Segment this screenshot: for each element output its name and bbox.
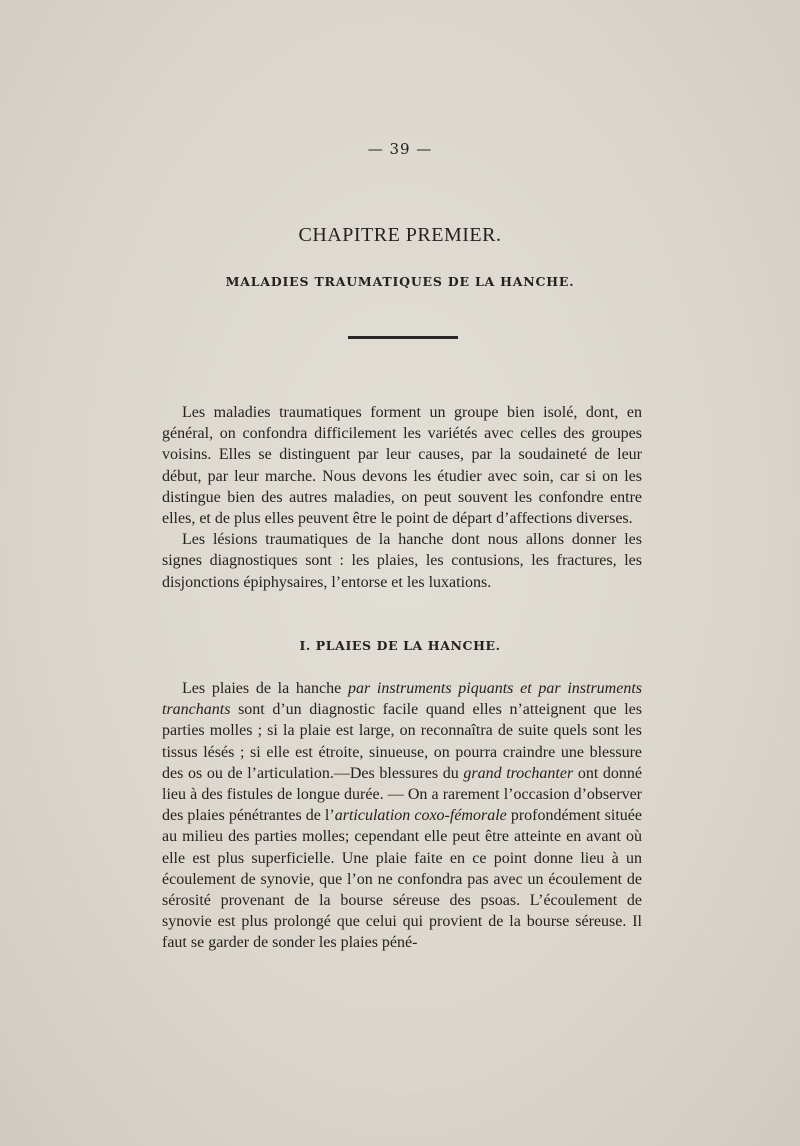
intro-text [162,402,642,593]
paragraph: Les lésions traumatiques de la hanche dont nous allons donner les signes diagnostiques sont : les plaies, les contusions, les fractures, les disjonctions épiphysaires, l’entorse et les luxations. [162,531,642,591]
divider-rule [348,336,458,339]
text-run: sont d’un diagnostic facile quand elles n’atteignent que les parties molles ; si la plaie est large, on reconnaîtra de suite quels sont les tissus lésés ; si elle est étroite, sinueuse, on pourra craindre une blessure des os ou de l’articulation.—Des blessures du [162,701,642,782]
text-run: profondément située au milieu des parties molles; cependant elle peut être atteinte en avant où elle est plus superficielle. Une plaie faite en ce point donne lieu à un écoulement de synovie, que l’on ne confondra pas avec un écoulement de sérosité provenant de la bourse séreuse des psoas. L’écoulement de synovie est plus prolongé que celui qui provient de la bourse séreuse. Il faut se garder de sonder les plaies péné- [162,807,643,952]
page-number: — 39 — [367,140,433,158]
text-run: ont donné lieu à des fistules de longue durée. — On a rarement l’occasion d’observer des plaies pénétrantes de l’ [162,764,643,825]
text-run: Les plaies de la hanche [182,680,348,697]
chapter-subtitle: MALADIES TRAUMATIQUES DE LA HANCHE. [225,274,575,289]
chapter-title: CHAPITRE PREMIER. [298,224,502,246]
section-heading: I. PLAIES DE LA HANCHE. [299,638,501,653]
paragraph: Les maladies traumatiques forment un groupe bien isolé, dont, en général, on confondra difficilement les variétés avec celles des groupes voisins. Elles se distinguent par leur causes, par la soudaineté de leur début, par leur marche. Nous devons les étudier avec soin, car si on les distingue bien des autres maladies, on peut souvent les confondre entre elles, et de plus elles peuvent être le point de départ d’affections diverses. [162,404,642,528]
italic-run: par instruments piquants et par instruments tranchants [162,680,642,719]
section-text [162,678,642,954]
paragraph [162,678,642,954]
italic-run: grand trochanter [463,764,574,782]
italic-run: articulation coxo-fémorale [334,807,507,825]
